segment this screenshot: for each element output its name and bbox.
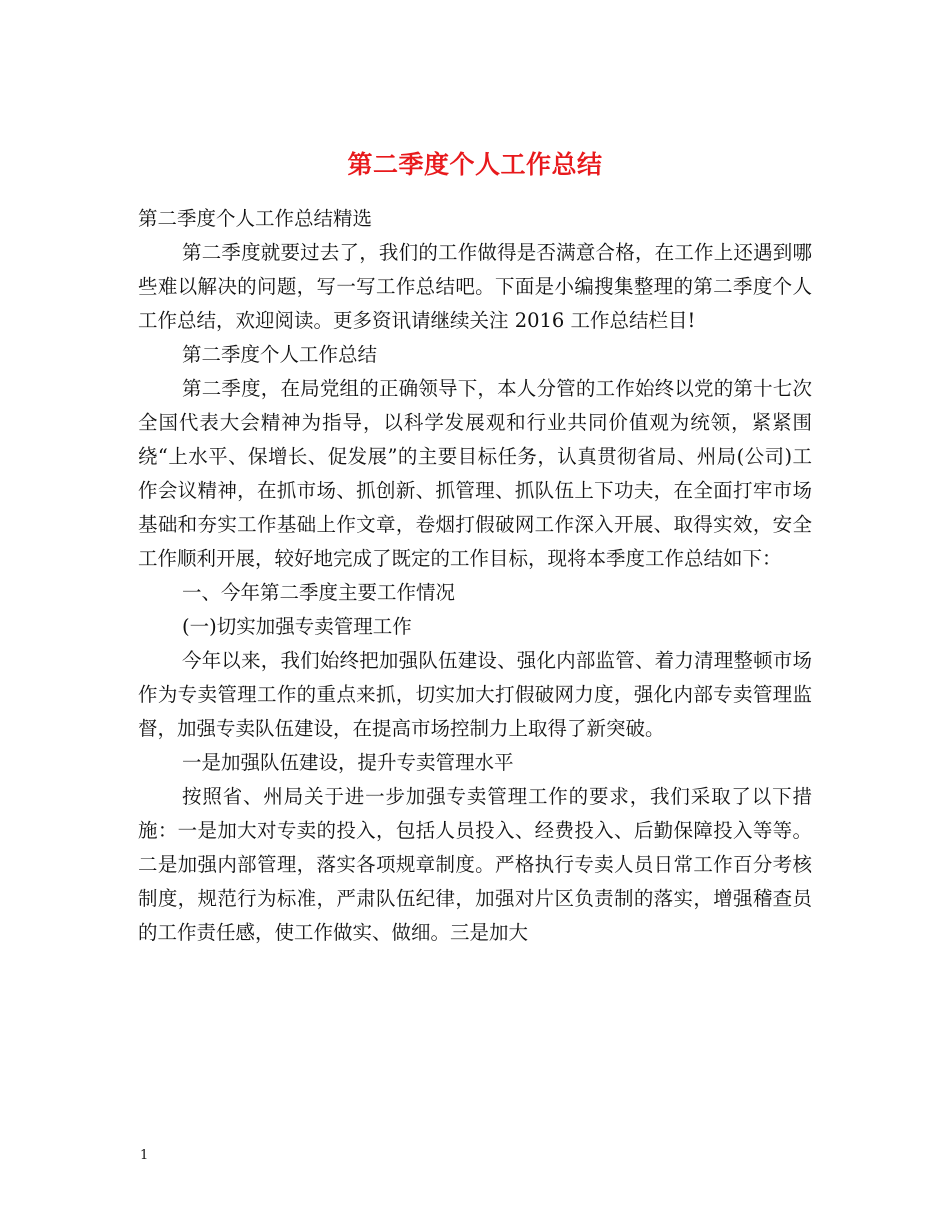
subsection-heading: (一)切实加强专卖管理工作: [182, 615, 412, 638]
body-paragraph: 今年以来，我们始终把加强队伍建设、强化内部监管、着力清理整顿市场作为专卖管理工作的重点来抓，切实加大打假破网力度，强化内部专卖管理监督，加强专卖队伍建设，在提高市场控制力上取得了新突破。: [138, 649, 812, 740]
subsection-heading: 一是加强队伍建设，提升专卖管理水平: [182, 751, 514, 774]
document-title: 第二季度个人工作总结: [347, 149, 603, 179]
document-body: [138, 202, 812, 950]
intro-paragraph: 第二季度就要过去了，我们的工作做得是否满意合格，在工作上还遇到哪些难以解决的问题，写一写工作总结吧。下面是小编搜集整理的第二季度个人工作总结，欢迎阅读。更多资讯请继续关注 2016 工作总结栏目!: [138, 241, 812, 332]
body-paragraph: 按照省、州局关于进一步加强专卖管理工作的要求，我们采取了以下措施：一是加大对专卖的投入，包括人员投入、经费投入、后勤保障投入等等。二是加强内部管理，落实各项规章制度。严格执行专卖人员日常工作百分考核制度，规范行为标准，严肃队伍纪律，加强对片区负责制的落实，增强稽查员的工作责任感，使工作做实、做细。三是加大: [138, 785, 812, 944]
body-paragraph: 第二季度，在局党组的正确领导下，本人分管的工作始终以党的第十七次全国代表大会精神为指导，以科学发展观和行业共同价值观为统领，紧紧围绕“上水平、保增长、促发展”的主要目标任务，认真贯彻省局、州局(公司)工作会议精神，在抓市场、抓创新、抓管理、抓队伍上下功夫，在全面打牢市场基础和夯实工作基础上作文章，卷烟打假破网工作深入开展、取得实效，安全工作顺利开展，较好地完成了既定的工作目标，现将本季度工作总结如下：: [138, 377, 812, 570]
subtitle-paragraph: 第二季度个人工作总结精选: [138, 207, 373, 230]
section-heading: 第二季度个人工作总结: [182, 343, 378, 366]
page-number: 1: [140, 1148, 149, 1163]
section-heading: 一、今年第二季度主要工作情况: [182, 581, 456, 604]
